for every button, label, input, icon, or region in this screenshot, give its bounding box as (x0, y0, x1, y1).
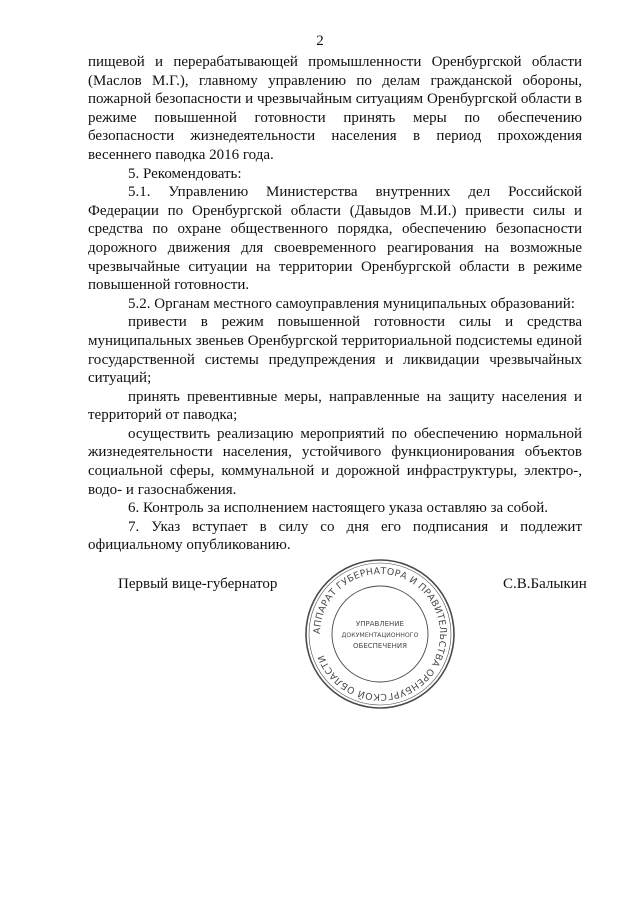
paragraph-item-5: 5. Рекомендовать: (128, 165, 242, 182)
paragraph-item-5-2: 5.2. Органам местного самоуправления муниципальных образований: (128, 295, 575, 312)
paragraph-5-2-bullet-2: принять превентивные меры, направленные на защиту населения и территорий от паводка; (88, 388, 582, 424)
seal-center-line-2: ДОКУМЕНТАЦИОННОГО (341, 632, 419, 639)
paragraph-item-7: 7. Указ вступает в силу со дня его подписания и подлежит официальному опубликованию. (88, 518, 582, 554)
seal-center-line-1: УПРАВЛЕНИЕ (356, 620, 404, 628)
paragraph-5-2-bullet-3: осуществить реализацию мероприятий по обеспечению нормальной жизнедеятельности населения, устойчивого функционирования объектов социальной сферы, коммунальной и дорожной инфраструктуры, электро-, водо- и газоснабжения. (88, 425, 582, 498)
paragraph-5-2-bullet-1: привести в режим повышенной готовности силы и средства муниципальных звеньев Оренбургской территориальной подсистемы единой государственной системы предупреждения и ликвидации чрезвычайных ситуаций; (88, 314, 582, 387)
signatory-title: Первый вице-губернатор (118, 576, 278, 592)
signature-block (0, 565, 640, 703)
paragraph-item-5-1: 5.1. Управлению Министерства внутренних дел Российской Федерации по Оренбургской области (Давыдов М.И.) привести силы и средства по охране общественного порядка, обеспечению безопасности дорожного движения для своевременного реагирования на возможные чрезвычайные ситуации на территории Оренбургской области в режиме повышенной готовности. (88, 184, 582, 294)
seal-ring-text: АППАРАТ ГУБЕРНАТОРА И ПРАВИТЕЛЬСТВА ОРЕНБУРГСКОЙ ОБЛАСТИ (311, 565, 449, 703)
paragraph-continuation: пищевой и перерабатывающей промышленности Оренбургской области (Маслов М.Г.), главному управлению по делам гражданской обороны, пожарной безопасности и чрезвычайным ситуациям Оренбургской области в режиме повышенной готовности принять меры по обеспечению безопасности жизнедеятельности населения в период прохождения весеннего паводка 2016 года. (88, 54, 582, 163)
official-seal-stamp (300, 554, 460, 714)
signatory-name: С.В.Балыкин (503, 576, 587, 592)
document-body (88, 53, 582, 555)
seal-center-line-3: ОБЕСПЕЧЕНИЯ (353, 642, 407, 650)
paragraph-item-6: 6. Контроль за исполнением настоящего указа оставляю за собой. (128, 500, 549, 517)
page-number: 2 (316, 33, 324, 49)
